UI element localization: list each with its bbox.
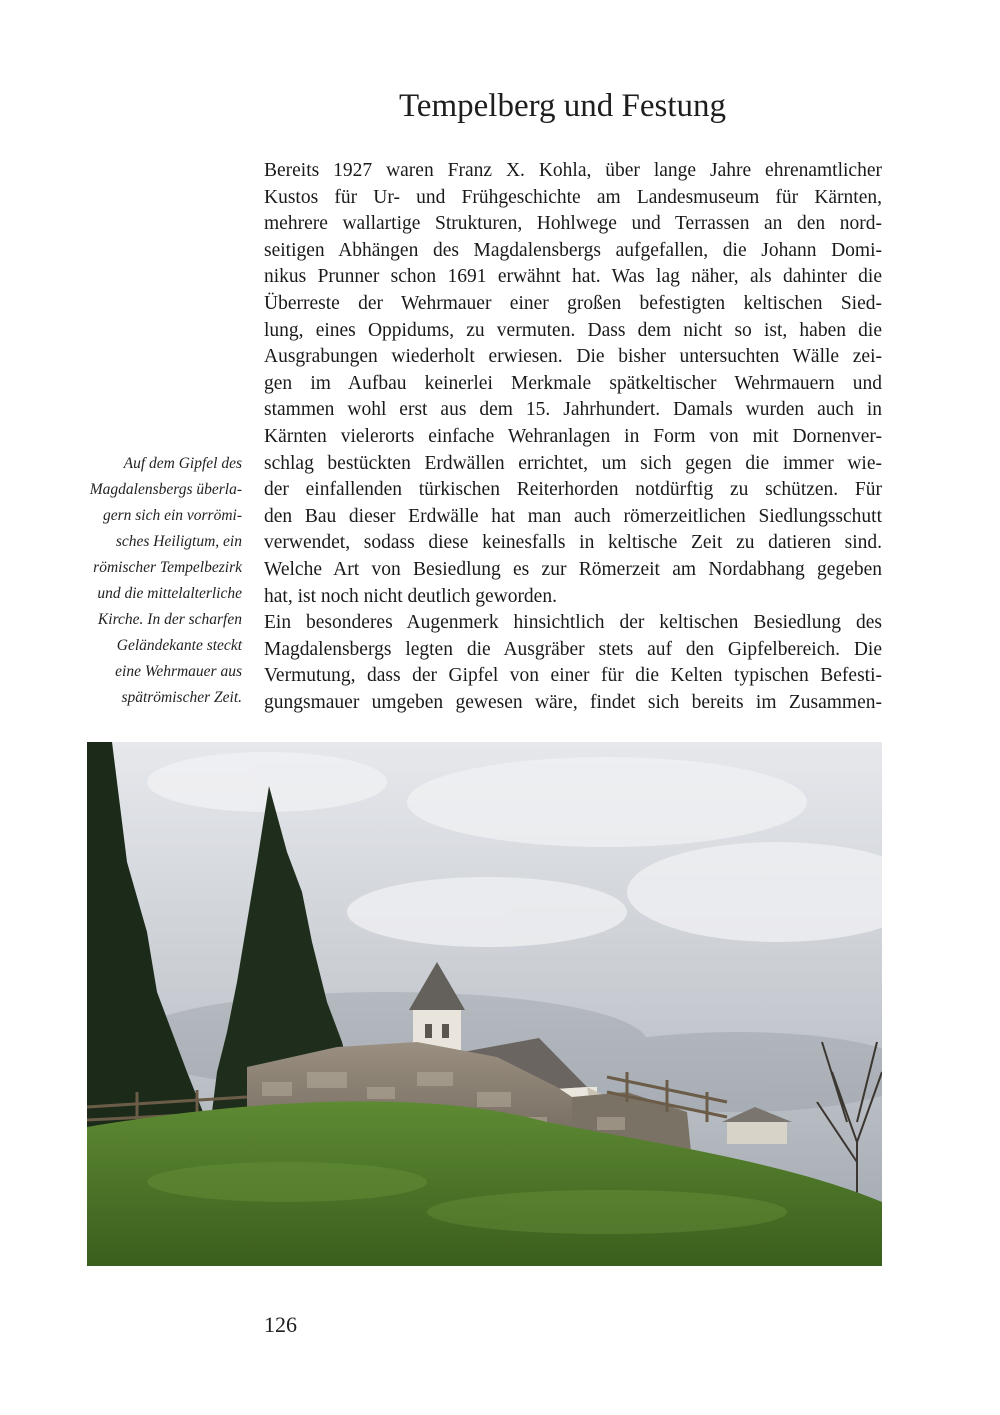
body-line: gungsmauer umgeben gewesen wäre, findet sich bereits im Zusammen-	[264, 691, 882, 713]
body-line: Welche Art von Besiedlung es zur Römerzeit am Nordabhang gegeben	[264, 558, 882, 580]
body-line: gen im Aufbau keinerlei Merkmale spätkeltischer Wehrmauern und	[264, 372, 882, 394]
body-line: seitigen Abhängen des Magdalensbergs aufgefallen, die Johann Domi-	[264, 239, 882, 261]
page-number: 126	[264, 1312, 297, 1337]
body-line: schlag bestückten Erdwällen errichtet, um sich gegen die immer wie-	[264, 452, 882, 474]
caption-line: sches Heiligtum, ein	[115, 533, 242, 550]
body-line: Ausgrabungen wiederholt erwiesen. Die bisher untersuchten Wälle zei-	[264, 346, 882, 368]
body-line: mehrere wallartige Strukturen, Hohlwege und Terrassen an den nord-	[264, 213, 882, 235]
body-line: Vermutung, dass der Gipfel von einer für die Kelten typischen Befesti-	[264, 665, 882, 687]
photo-church-on-hill	[87, 742, 882, 1266]
image-caption	[60, 451, 242, 711]
caption-line: Magdalensbergs überla-	[89, 481, 242, 498]
caption-line: gern sich ein vorrömi-	[102, 507, 242, 524]
body-line: stammen wohl erst aus dem 15. Jahrhundert. Damals wurden auch in	[264, 399, 882, 421]
body-line: Überreste der Wehrmauer einer großen befestigten keltischen Sied-	[264, 292, 882, 314]
caption-line: Auf dem Gipfel des	[123, 455, 242, 472]
caption-line: eine Wehrmauer aus	[115, 663, 242, 680]
caption-line: römischer Tempelbezirk	[93, 559, 242, 576]
caption-line: Geländekante steckt	[116, 637, 242, 654]
caption-line: und die mittelalterliche	[97, 585, 242, 602]
body-line: Kustos für Ur- und Frühgeschichte am Landesmuseum für Kärnten,	[264, 186, 882, 208]
body-line: verwendet, sodass diese keinesfalls in keltische Zeit zu datieren sind.	[264, 532, 882, 554]
body-line: Bereits 1927 waren Franz X. Kohla, über lange Jahre ehrenamtlicher	[264, 160, 882, 181]
church-photo-illustration	[87, 742, 882, 1266]
body-line: Magdalensbergs legten die Ausgräber stets auf den Gipfelbereich. Die	[264, 638, 882, 660]
caption-line: spätrömischer Zeit.	[121, 689, 242, 706]
body-line: lung, eines Oppidums, zu vermuten. Dass dem nicht so ist, haben die	[264, 319, 882, 341]
body-line: Ein besonderes Augenmerk hinsichtlich der keltischen Besiedlung des	[264, 612, 882, 634]
body-line: der einfallenden türkischen Reiterhorden notdürftig zu schützen. Für	[264, 479, 882, 501]
body-text	[264, 158, 882, 716]
page-heading: Tempelberg und Festung	[398, 88, 726, 124]
body-line: nikus Prunner schon 1691 erwähnt hat. Was lag näher, als dahinter die	[264, 266, 882, 288]
caption-line: Kirche. In der scharfen	[97, 611, 242, 628]
body-line: Kärnten vielerorts einfache Wehranlagen in Form von mit Dornenver-	[264, 425, 882, 447]
body-line: den Bau dieser Erdwälle hat man auch römerzeitlichen Siedlungsschutt	[264, 505, 882, 527]
body-line: hat, ist noch nicht deutlich geworden.	[264, 585, 557, 607]
